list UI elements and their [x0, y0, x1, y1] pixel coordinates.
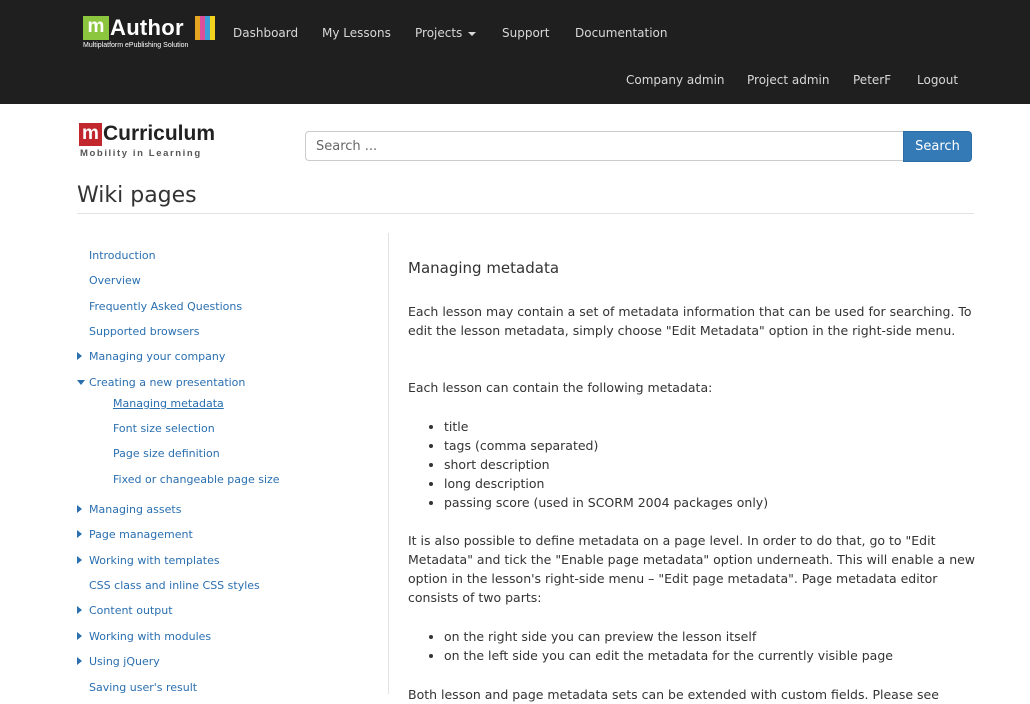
sidebar-divider [388, 233, 389, 694]
nav-logout[interactable]: Logout [917, 73, 959, 87]
sidebar-item-label: CSS class and inline CSS styles [89, 579, 260, 592]
search-input[interactable] [305, 131, 903, 161]
sidebar-item-content-output[interactable] [89, 604, 173, 617]
sidebar-item-label: Managing assets [89, 503, 182, 516]
sidebar-item-overview[interactable] [89, 274, 141, 287]
sidebar-item-saving-result[interactable] [89, 681, 197, 694]
sidebar-item-css-styles[interactable] [89, 579, 260, 592]
caret-right-icon[interactable] [77, 657, 82, 665]
content-paragraph: Both lesson and page metadata sets can be extended with custom fields. Please see [408, 687, 939, 702]
caret-right-icon[interactable] [77, 632, 82, 640]
sidebar-item-label: Font size selection [113, 422, 215, 435]
list-item: • on the right side you can preview the lesson itself [444, 627, 893, 646]
content-paragraph: Each lesson may contain a set of metadata information that can be used for searching. To edit the lesson metadata, simply choose "Edit Metadata" option in the right-side menu. [408, 304, 972, 338]
sidebar-item-managing-company[interactable] [89, 350, 225, 363]
caret-right-icon[interactable] [77, 530, 82, 538]
sidebar-item-label: Managing metadata [113, 397, 224, 410]
mcurriculum-logo-letter: m [79, 123, 102, 146]
list-item: • short description [444, 455, 768, 474]
logo-color-bars [195, 16, 215, 40]
sidebar-item-label: Working with templates [89, 554, 220, 567]
sidebar-item-label: Overview [89, 274, 141, 287]
mcurriculum-logo[interactable] [79, 122, 233, 162]
sidebar-item-label: Managing your company [89, 350, 226, 363]
caret-right-icon[interactable] [77, 352, 82, 360]
page-title: Wiki pages [77, 183, 197, 208]
mcurriculum-logo-word: Curriculum [103, 122, 216, 145]
sidebar-item-page-management[interactable] [89, 528, 193, 541]
sidebar-item-managing-assets[interactable] [89, 503, 181, 516]
sidebar-item-font-size[interactable] [113, 422, 215, 435]
list-item: • on the left side you can edit the metadata for the currently visible page [444, 646, 893, 665]
list-item: • long description [444, 474, 768, 493]
nav-projects-label: Projects [415, 26, 463, 40]
sidebar-item-managing-metadata[interactable] [113, 397, 224, 410]
chevron-down-icon [468, 32, 476, 36]
sidebar-item-label: Frequently Asked Questions [89, 300, 243, 313]
mauthor-logo-word: Author [110, 15, 184, 40]
sidebar-item-page-size[interactable] [113, 447, 220, 460]
content-title: Managing metadata [408, 259, 560, 277]
nav-my-lessons[interactable]: My Lessons [322, 26, 391, 40]
nav-user-peterf[interactable]: PeterF [853, 73, 892, 87]
sidebar-item-label: Using jQuery [89, 655, 160, 668]
list-item: • tags (comma separated) [444, 436, 768, 455]
nav-dashboard[interactable]: Dashboard [233, 26, 299, 40]
mcurriculum-tagline: Mobility in Learning [80, 148, 202, 159]
sidebar-item-faq[interactable] [89, 300, 242, 313]
title-divider [77, 213, 974, 214]
sidebar-item-label: Working with modules [89, 630, 212, 643]
metadata-list [426, 417, 768, 512]
sidebar-item-supported-browsers[interactable] [89, 325, 199, 338]
caret-right-icon[interactable] [77, 505, 82, 513]
sidebar-item-modules[interactable] [89, 630, 211, 643]
sidebar-item-label: Supported browsers [89, 325, 200, 338]
list-item: • passing score (used in SCORM 2004 packages only) [444, 493, 768, 512]
sidebar-item-creating-presentation[interactable] [89, 376, 245, 389]
sidebar-item-label: Introduction [89, 249, 156, 262]
nav-projects[interactable] [415, 26, 476, 40]
sidebar-item-label: Saving user's result [89, 681, 198, 694]
search-button[interactable]: Search [903, 131, 972, 162]
sidebar-item-jquery[interactable] [89, 655, 160, 668]
mauthor-logo-letter: m [83, 16, 109, 40]
mauthor-logo[interactable] [83, 16, 217, 52]
top-navbar [0, 0, 1030, 104]
page-metadata-list [426, 627, 893, 665]
nav-company-admin[interactable]: Company admin [626, 73, 725, 87]
sidebar-item-label: Content output [89, 604, 173, 617]
sidebar-item-templates[interactable] [89, 554, 220, 567]
sidebar-item-fixed-page-size[interactable] [113, 473, 280, 486]
caret-down-icon[interactable] [77, 380, 85, 385]
sidebar-item-label: Page management [89, 528, 193, 541]
content-paragraph: It is also possible to define metadata on a page level. In order to do that, go to "Edit Metadata" and tick the "Enable page metadata" option underneath. This will enable a new option in the lesson's right-side menu – "Edit page metadata". Page metadata editor consists of two parts: [408, 533, 976, 605]
sidebar-item-introduction[interactable] [89, 249, 156, 262]
caret-right-icon[interactable] [77, 556, 82, 564]
content-paragraph: Each lesson can contain the following metadata: [408, 380, 713, 395]
nav-support[interactable]: Support [502, 26, 550, 40]
sidebar-item-label: Page size definition [113, 447, 220, 460]
sidebar-item-label: Fixed or changeable page size [113, 473, 280, 486]
nav-project-admin[interactable]: Project admin [747, 73, 830, 87]
nav-documentation[interactable]: Documentation [575, 26, 668, 40]
mauthor-tagline: Multiplatform ePublishing Solution [83, 42, 189, 49]
list-item: • title [444, 417, 768, 436]
caret-right-icon[interactable] [77, 606, 82, 614]
sidebar-item-label: Creating a new presentation [89, 376, 246, 389]
